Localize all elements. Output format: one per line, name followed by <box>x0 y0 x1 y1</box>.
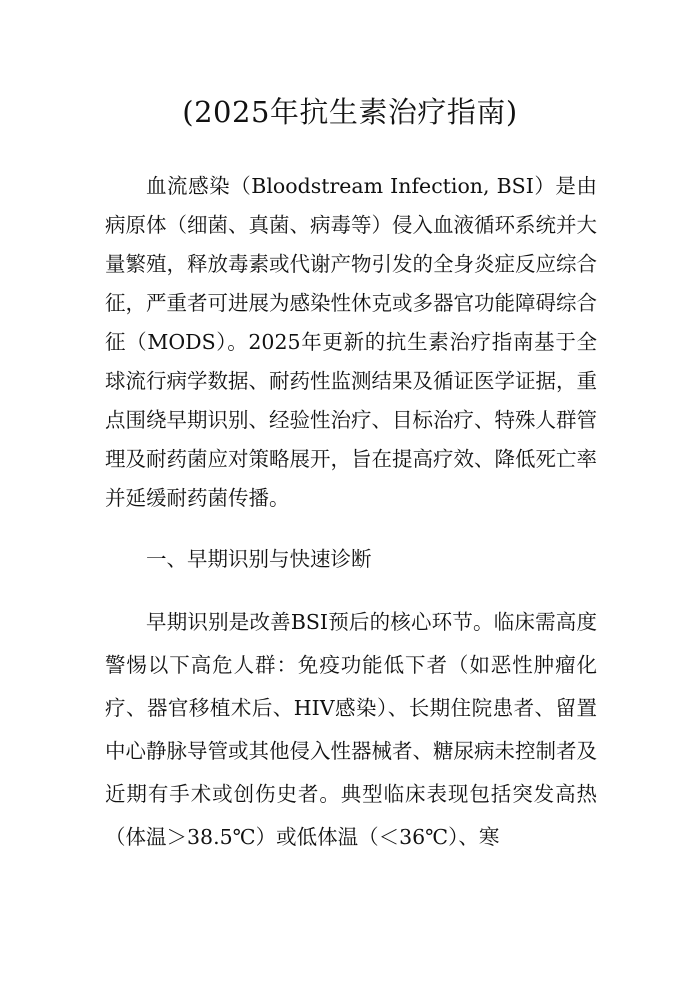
section-heading: 一、早期识别与快速诊断 <box>146 547 372 571</box>
section-paragraph: 早期识别是改善BSI预后的核心环节。临床需高度警惕以下高危人群：免疫功能低下者（如恶性肿瘤化疗、器官移植术后、HIV感染）、长期住院患者、留置中心静脉导管或其他侵入性器械者、糖尿病未控制者及近期有手术或创伤史者。典型临床表现包括突发高热（体温＞38.5℃）或低体温（＜36℃）、寒 <box>105 610 597 849</box>
intro-paragraph: 血流感染（Bloodstream Infection, BSI）是由病原体（细菌、真菌、病毒等）侵入血液循环系统并大量繁殖，释放毒素或代谢产物引发的全身炎症反应综合征，严重者可进展为感染性休克或多器官功能障碍综合征（MODS）。2025年更新的抗生素治疗指南基于全球流行病学数据、耐药性监测结果及循证医学证据，重点围绕早期识别、经验性治疗、目标治疗、特殊人群管理及耐药菌应对策略展开，旨在提高疗效、降低死亡率并延缓耐药菌传播。 <box>105 174 597 510</box>
document-title: (2025年抗生素治疗指南) <box>182 95 518 129</box>
